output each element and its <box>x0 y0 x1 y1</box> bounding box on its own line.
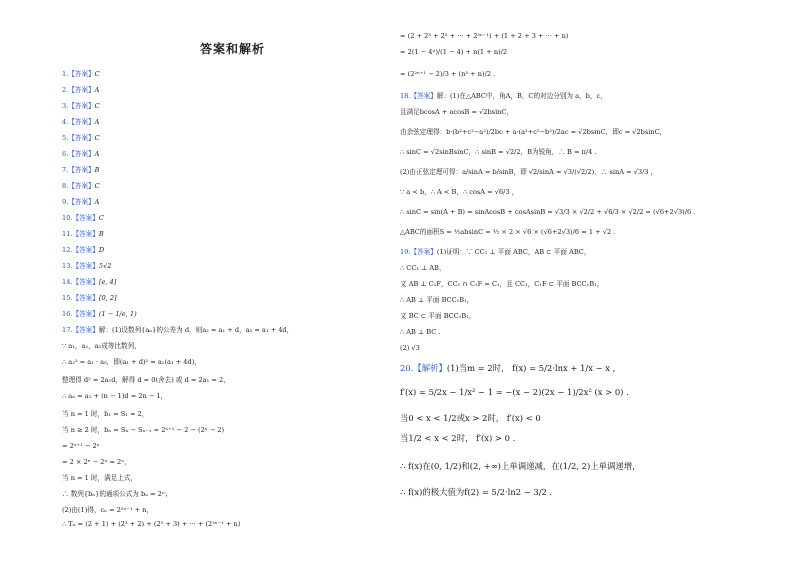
answer-number: 15. <box>62 294 73 302</box>
solution-line <box>62 392 167 401</box>
solution-line <box>62 358 201 367</box>
answer-value: B <box>98 230 104 238</box>
solution-text: △ABC的面积S = ½absinC = ½ × 2 × √6 × (√6+2√3)/6 = 1 + √2 . <box>400 228 616 236</box>
answer-tag: 【答案】 <box>68 182 95 190</box>
answer-value: 5√2 <box>98 262 112 270</box>
solution-text: 当 n = 1 时，满足上式， <box>62 474 138 482</box>
answer-number: 13. <box>62 262 73 270</box>
solution-line <box>400 296 473 305</box>
solution-line <box>400 32 568 41</box>
solution-text: ∵ a₁，a₂，a₅成等比数列， <box>62 342 141 350</box>
solution-line <box>400 362 615 374</box>
answer-row <box>62 134 100 143</box>
solution-text: ∴ f(x)的极大值为f(2) = 5/2·ln2 − 3/2 . <box>400 487 553 497</box>
answer-tag: 【答案】 <box>72 310 99 318</box>
question-number: 17. <box>62 326 73 334</box>
answer-row <box>62 182 100 191</box>
solution-text: = 2 × 2ⁿ − 2ⁿ = 2ⁿ， <box>62 458 131 466</box>
answer-value: [e, 4] <box>98 278 117 286</box>
solution-line <box>400 248 590 257</box>
solution-line <box>400 92 607 101</box>
answer-value: C <box>94 182 100 190</box>
solution-line <box>400 460 641 472</box>
solution-text: 当1/2 < x < 2时， f′(x) > 0 . <box>400 433 516 443</box>
answer-value: [0, 2] <box>98 294 117 302</box>
solution-line <box>400 108 513 117</box>
solution-line <box>400 148 597 157</box>
solution-line <box>400 70 495 79</box>
answer-tag: 【答案】 <box>68 118 95 126</box>
solution-line <box>62 490 171 499</box>
solution-text: 又 AB ⊥ C₁F，CC₁ ∩ C₁F = C₁，且 CC₁，C₁F ⊂ 平面 BCC₁B₁， <box>400 280 604 288</box>
solution-line <box>400 412 541 424</box>
answer-number: 3. <box>62 102 69 110</box>
solution-text: 解：(1)在△ABC中，角A，B，C的对边分别为 a，b，c， <box>436 92 607 100</box>
answer-tag: 【答案】 <box>410 248 437 256</box>
answer-tag: 【答案】 <box>410 92 437 100</box>
solution-text: 当 n = 1 时，b₁ = S₁ = 2， <box>62 410 149 418</box>
answer-row <box>62 214 104 223</box>
answer-row <box>62 86 99 95</box>
solution-text: 当0 < x < 1/2或x > 2时， f′(x) < 0 <box>400 413 541 423</box>
answer-value: A <box>94 198 100 206</box>
question-number: 20. <box>400 363 414 373</box>
solution-line <box>62 520 240 529</box>
solution-line <box>400 264 446 273</box>
answer-tag: 【答案】 <box>72 246 99 254</box>
answer-number: 4. <box>62 118 69 126</box>
answer-row <box>62 102 100 111</box>
solution-line <box>62 474 137 483</box>
solution-line <box>400 188 518 197</box>
answer-value: A <box>94 86 100 94</box>
solution-text: ∵ a < b，∴ A < B，∴ cosA = √6/3 ， <box>400 188 519 196</box>
solution-line <box>400 208 695 217</box>
answer-number: 11. <box>62 230 73 238</box>
answer-number: 6. <box>62 150 69 158</box>
answer-value: C <box>94 134 100 142</box>
answer-number: 14. <box>62 278 73 286</box>
solution-line <box>62 376 230 385</box>
answer-row <box>62 262 111 271</box>
answer-row <box>62 278 116 287</box>
solution-text: ∴ CC₁ ⊥ AB， <box>400 264 446 272</box>
answer-tag: 【答案】 <box>68 166 95 174</box>
answer-number: 10. <box>62 214 73 222</box>
answer-row <box>62 70 100 79</box>
solution-line <box>62 458 131 467</box>
answer-row <box>62 294 117 303</box>
answer-value: C <box>98 214 104 222</box>
solution-text: ∴ Tₙ = (2 + 1) + (2³ + 2) + (2⁵ + 3) + ··· + (2²ⁿ⁻¹ + n) <box>62 520 241 528</box>
answer-row <box>62 118 99 127</box>
solution-text: ∴ sinC = sin(A + B) = sinAcosB + cosAsinB = √3/3 × √2/2 + √6/3 × √2/2 = (√6+2√3)/6 . <box>400 208 696 216</box>
answer-tag: 【答案】 <box>68 150 95 158</box>
solution-line <box>62 326 293 335</box>
answer-value: C <box>94 70 100 78</box>
answer-row <box>62 166 100 175</box>
answer-row <box>62 150 99 159</box>
solution-line <box>400 168 657 177</box>
solution-text: ∴ AB ⊥ 平面 BCC₁B₁， <box>400 296 474 304</box>
answer-tag: 【答案】 <box>72 214 99 222</box>
solution-text: (2)由正弦定理可得：a/sinA = b/sinB，即 √2/sinA = √3/(√2/2)，∴ sinA = √3/3 ， <box>400 168 658 176</box>
solution-text: = (2²ⁿ⁺¹ − 2)/3 + (n² + n)/2 . <box>400 70 496 78</box>
solution-text: (2) √3 <box>400 344 420 352</box>
solution-line <box>400 328 441 337</box>
solution-text: ∴ AB ⊥ BC . <box>400 328 441 336</box>
solution-text: ∴ sinC = √2sinBsinC，∴ sinB = √2/2，B为锐角，∴ B = π/4 . <box>400 148 597 156</box>
solution-text: 解：(1)设数列{aₙ}的公差为 d，则a₂ = a₁ + d，a₅ = a₁ + 4d， <box>98 326 294 334</box>
solution-text: f′(x) = 5/2x − 1/x² − 1 = −(x − 2)(2x − 1)/2x² (x > 0) . <box>400 387 629 397</box>
solution-line <box>400 128 666 137</box>
solution-text: 当 n ≥ 2 时，bₙ = Sₙ − Sₙ₋₁ = 2ⁿ⁺¹ − 2 − (2ⁿ − 2) <box>62 426 225 434</box>
answer-value: B <box>94 166 100 174</box>
page-title: 答案和解析 <box>200 42 266 56</box>
answer-tag: 【答案】 <box>72 230 99 238</box>
solution-text: ∴ 数列{bₙ}的通项公式为 bₙ = 2ⁿ； <box>62 490 172 498</box>
solution-text: ∴ f(x)在(0, 1/2)和(2, +∞)上单调递减，在(1/2, 2)上单调递增， <box>400 461 641 471</box>
answer-row <box>62 230 104 239</box>
answer-tag: 【答案】 <box>68 134 95 142</box>
answer-row <box>62 198 99 207</box>
answer-tag: 【答案】 <box>72 294 99 302</box>
answer-number: 1. <box>62 70 69 78</box>
answer-tag: 【答案】 <box>72 262 99 270</box>
answer-number: 8. <box>62 182 69 190</box>
solution-line <box>62 342 141 351</box>
answer-number: 7. <box>62 166 69 174</box>
solution-text: = 2(1 − 4ⁿ)/(1 − 4) + n(1 + n)/2 <box>400 48 508 56</box>
solution-line <box>400 344 420 353</box>
answer-value: C <box>94 102 100 110</box>
answer-tag: 【答案】 <box>68 86 95 94</box>
solution-line <box>62 442 100 451</box>
answer-tag: 【答案】 <box>72 326 99 334</box>
solution-text: (1)当m = 2时， f(x) = 5/2·lnx + 1/x − x , <box>446 363 616 373</box>
answer-value: A <box>94 150 100 158</box>
solution-line <box>400 386 629 398</box>
solution-line <box>400 280 603 289</box>
solution-text: ∴ a₂² = a₁ · a₅，即(a₁ + d)² = a₁(a₁ + 4d)， <box>62 358 201 366</box>
answer-tag: 【答案】 <box>72 278 99 286</box>
solution-text: = (2 + 2³ + 2⁵ + ··· + 2²ⁿ⁻¹) + (1 + 2 + 3 + ··· + n) <box>400 32 569 40</box>
solution-text: ∴ aₙ = a₁ + (n − 1)d = 2n − 1， <box>62 392 168 400</box>
answer-value: A <box>94 118 100 126</box>
solution-text: (1)证明：∵ CC₁ ⊥ 平面 ABC，AB ⊂ 平面 ABC， <box>436 248 591 256</box>
answer-tag: 【答案】 <box>68 70 95 78</box>
solution-text: (2)由(1)得，cₙ = 2²ⁿ⁻¹ + n， <box>62 506 154 514</box>
question-number: 19. <box>400 248 411 256</box>
answer-number: 16. <box>62 310 73 318</box>
solution-line <box>400 48 507 57</box>
solution-text: 且满足bcosA + acosB = √2bsinC， <box>400 108 514 116</box>
solution-line <box>62 506 153 515</box>
answer-tag: 【解析】 <box>413 363 447 373</box>
solution-line <box>400 228 615 237</box>
question-number: 18. <box>400 92 411 100</box>
answer-row <box>62 246 104 255</box>
solution-line <box>62 410 148 419</box>
answer-number: 9. <box>62 198 69 206</box>
answer-row <box>62 310 137 319</box>
answer-value: (1 − 1/e, 1) <box>98 310 137 318</box>
solution-line <box>400 486 552 498</box>
solution-text: 由余弦定理得：b·(b²+c²−a²)/2bc + a·(a²+c²−b²)/2ac = √2bsinC，即c = √2bsinC， <box>400 128 667 136</box>
solution-line <box>62 426 224 435</box>
answer-tag: 【答案】 <box>68 198 95 206</box>
solution-line <box>400 432 515 444</box>
answer-value: D <box>98 246 105 254</box>
answer-number: 12. <box>62 246 73 254</box>
answer-tag: 【答案】 <box>68 102 95 110</box>
solution-line <box>400 312 476 321</box>
solution-text: 又 BC ⊂ 平面 BCC₁B₁， <box>400 312 476 320</box>
answer-number: 5. <box>62 134 69 142</box>
answer-number: 2. <box>62 86 69 94</box>
solution-text: 整理得 d² = 2a₁d，解得 d = 0(舍去) 或 d = 2a₁ = 2， <box>62 376 230 384</box>
solution-text: = 2ⁿ⁺¹ − 2ⁿ <box>62 442 100 450</box>
